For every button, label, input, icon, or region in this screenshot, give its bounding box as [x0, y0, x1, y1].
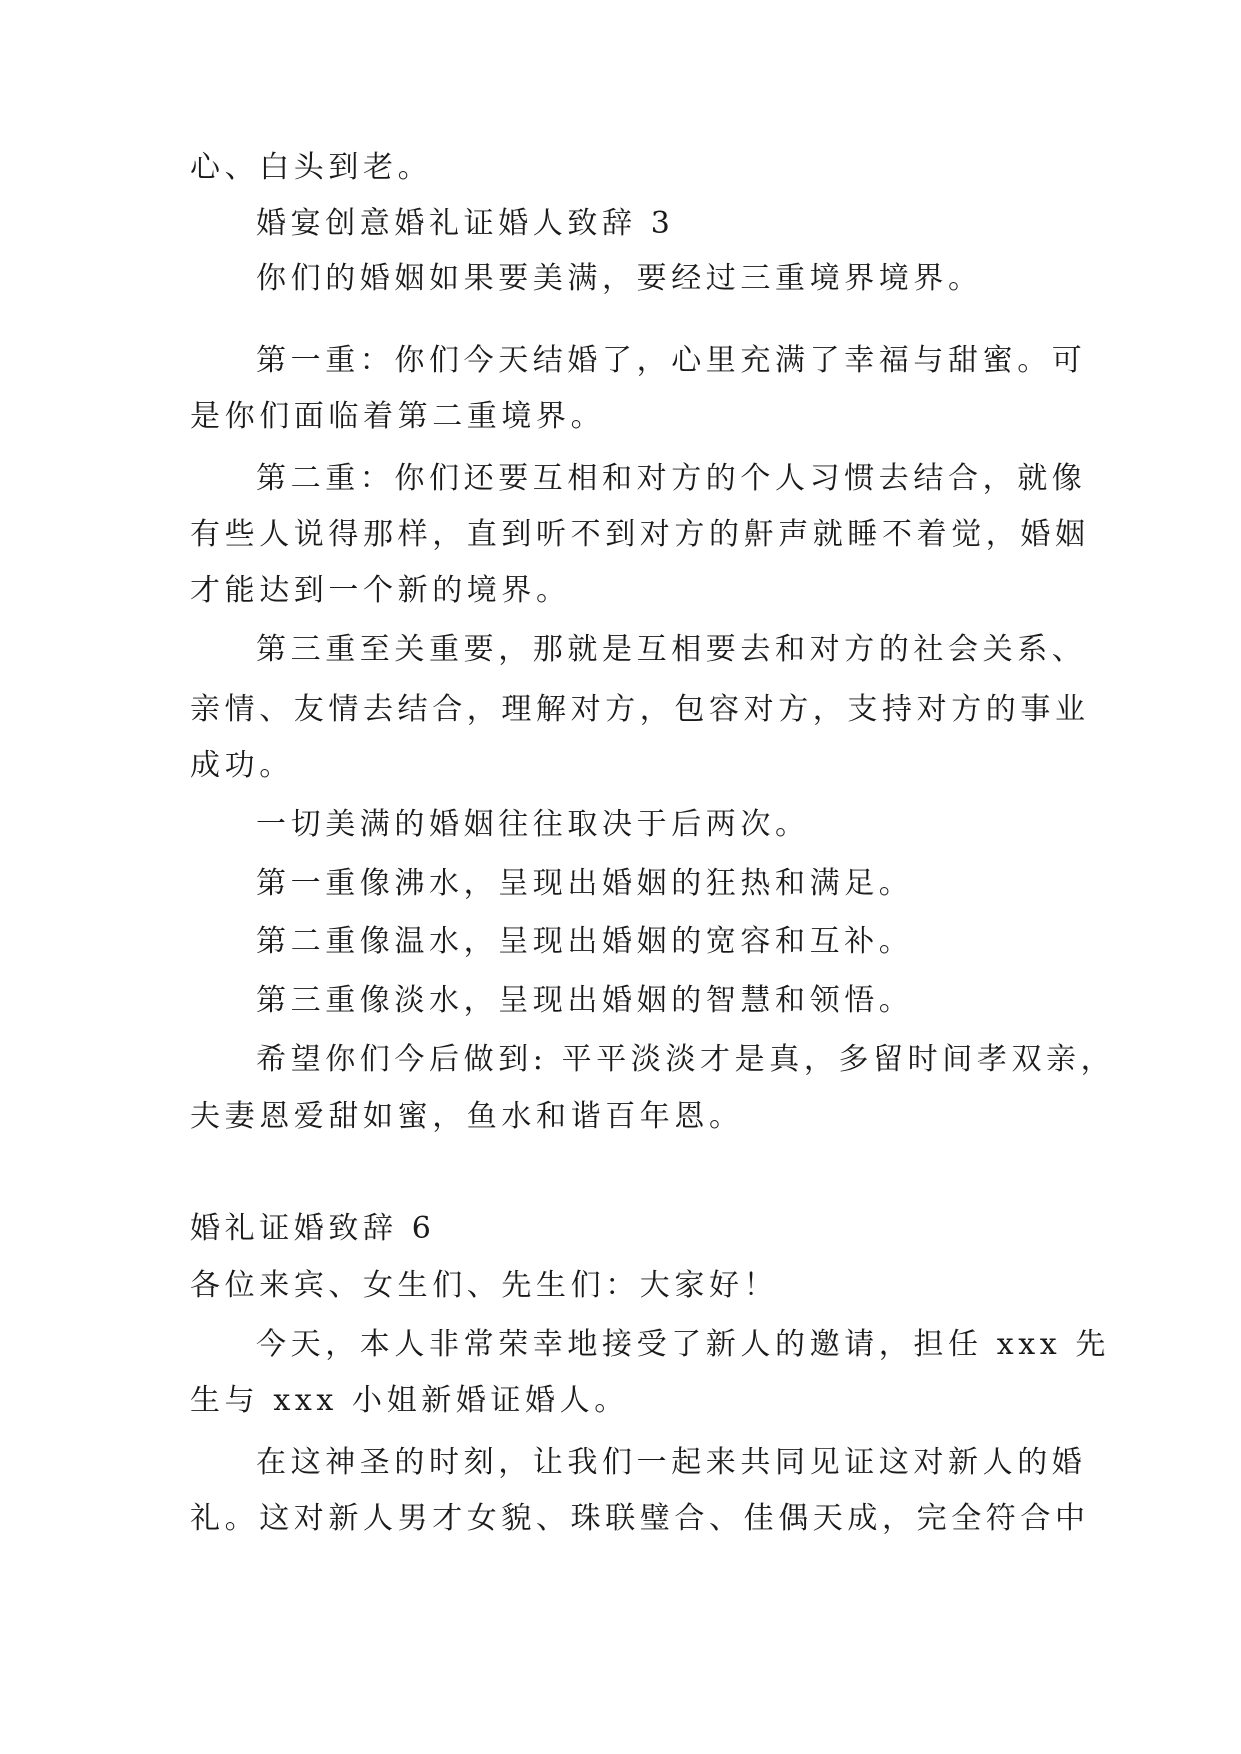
section-heading: 婚宴创意婚礼证婚人致辞 3	[256, 206, 675, 241]
text-line: 第一重：你们今天结婚了，心里充满了幸福与甜蜜。可	[256, 343, 1087, 378]
text-line: 今天，本人非常荣幸地接受了新人的邀请，担任 xxx 先	[256, 1327, 1111, 1362]
text-line: 亲情、友情去结合，理解对方，包容对方，支持对方的事业	[190, 692, 1090, 727]
text-line: 生与 xxx 小姐新婚证婚人。	[190, 1383, 629, 1418]
text-line: 礼。这对新人男才女貌、珠联璧合、佳偶天成，完全符合中	[190, 1501, 1090, 1536]
text-line: 第一重像沸水，呈现出婚姻的狂热和满足。	[256, 866, 914, 901]
text-line: 夫妻恩爱甜如蜜，鱼水和谐百年恩。	[190, 1099, 744, 1134]
text-line: 在这神圣的时刻，让我们一起来共同见证这对新人的婚	[256, 1445, 1087, 1480]
text-line: 才能达到一个新的境界。	[190, 573, 571, 608]
text-line: 一切美满的婚姻往往取决于后两次。	[256, 807, 810, 842]
text-line: 是你们面临着第二重境界。	[190, 399, 606, 434]
text-line: 成功。	[190, 748, 294, 783]
section-heading: 婚礼证婚致辞 6	[190, 1211, 436, 1246]
text-line: 你们的婚姻如果要美满，要经过三重境界境界。	[256, 261, 983, 296]
text-line: 希望你们今后做到: 平平淡淡才是真，多留时间孝双亲，	[256, 1042, 1116, 1077]
text-line: 有些人说得那样，直到听不到对方的鼾声就睡不着觉，婚姻	[190, 517, 1090, 552]
text-line: 第二重像温水，呈现出婚姻的宽容和互补。	[256, 924, 914, 959]
text-line: 第三重像淡水，呈现出婚姻的智慧和领悟。	[256, 983, 914, 1018]
text-line: 心、白头到老。	[190, 150, 433, 185]
text-line: 各位来宾、女生们、先生们：大家好！	[190, 1268, 779, 1303]
text-line: 第三重至关重要，那就是互相要去和对方的社会关系、	[256, 632, 1087, 667]
text-line: 第二重：你们还要互相和对方的个人习惯去结合，就像	[256, 461, 1087, 496]
